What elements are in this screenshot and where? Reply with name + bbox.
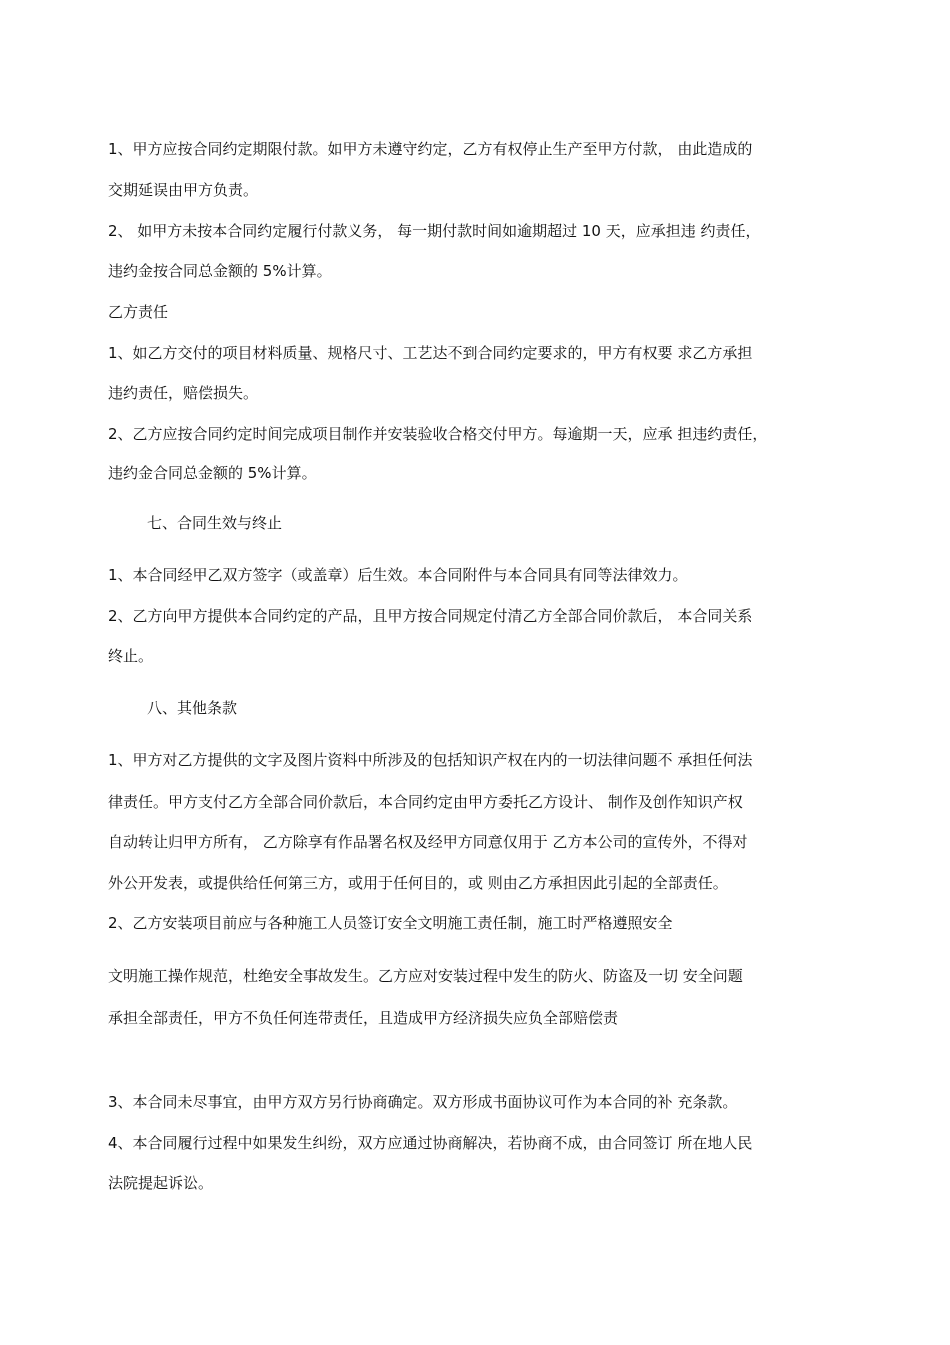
clause-line: 2、乙方应按合同约定时间完成项目制作并安装验收合格交付甲方。每逾期一天，应承 担违约责任， [108,425,768,443]
clause-line: 外公开发表，或提供给任何第三方，或用于任何目的，或 则由乙方承担因此引起的全部责任。 [108,874,728,892]
clause-line: 2、乙方安装项目前应与各种施工人员签订安全文明施工责任制，施工时严格遵照安全 [108,914,673,932]
clause-line: 2、 如甲方未按本合同约定履行付款义务， 每一期付款时间如逾期超过 10 天，应承担违 约责任， [108,222,761,240]
section-heading: 七、合同生效与终止 [147,514,283,532]
clause-line: 自动转让归甲方所有， 乙方除享有作品署名权及经甲方同意仅用于 乙方本公司的宣传外，不得对 [108,833,748,851]
section-heading: 乙方责任 [108,303,169,321]
clause-line: 违约责任，赔偿损失。 [108,384,259,402]
clause-line: 终止。 [108,647,154,665]
clause-line: 2、乙方向甲方提供本合同约定的产品，且甲方按合同规定付清乙方全部合同价款后， 本合同关系 [108,607,753,625]
clause-line: 1、如乙方交付的项目材料质量、规格尺寸、工艺达不到合同约定要求的，甲方有权要 求乙方承担 [108,344,753,362]
clause-line: 违约金合同总金额的 5%计算。 [108,464,317,482]
clause-line: 违约金按合同总金额的 5%计算。 [108,262,332,280]
clause-line: 4、本合同履行过程中如果发生纠纷，双方应通过协商解决，若协商不成，由合同签订 所在地人民 [108,1134,753,1152]
clause-line: 律责任。甲方支付乙方全部合同价款后，本合同约定由甲方委托乙方设计、 制作及创作知识产权 [108,793,743,811]
clause-line: 法院提起诉讼。 [108,1174,214,1192]
clause-line: 3、本合同未尽事宜，由甲方双方另行协商确定。双方形成书面协议可作为本合同的补 充条款。 [108,1093,738,1111]
clause-line: 1、甲方对乙方提供的文字及图片资料中所涉及的包括知识产权在内的一切法律问题不 承担任何法 [108,751,753,769]
clause-line: 承担全部责任，甲方不负任何连带责任，且造成甲方经济损失应负全部赔偿责 [108,1009,619,1027]
clause-line: 交期延误由甲方负责。 [108,181,259,199]
clause-line: 1、甲方应按合同约定期限付款。如甲方未遵守约定，乙方有权停止生产至甲方付款， 由此造成的 [108,140,753,158]
clause-line: 文明施工操作规范，杜绝安全事故发生。乙方应对安装过程中发生的防火、防盗及一切 安全问题 [108,967,743,985]
clause-line: 1、本合同经甲乙双方签字（或盖章）后生效。本合同附件与本合同具有同等法律效力。 [108,566,688,584]
section-heading: 八、其他条款 [147,699,238,717]
